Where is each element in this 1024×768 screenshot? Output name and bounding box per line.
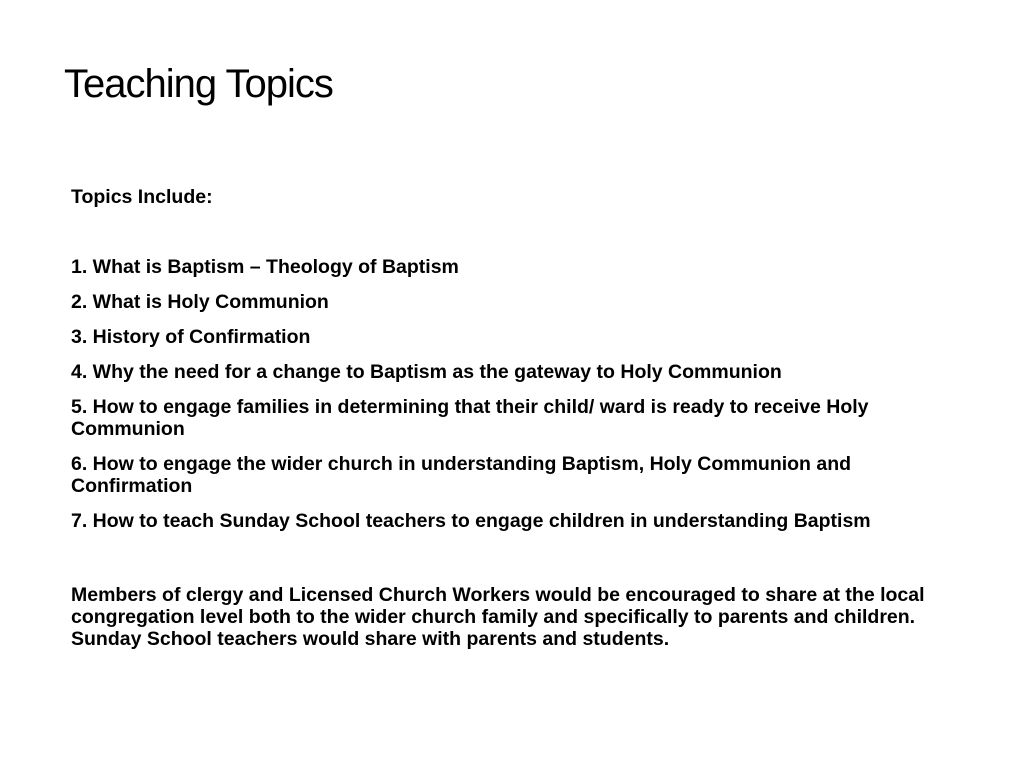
topic-item-1: 1. What is Baptism – Theology of Baptism xyxy=(71,256,459,278)
closing-paragraph: Members of clergy and Licensed Church Workers would be encouraged to share at the local congregation level both to the wider church family and specifically to parents and children. Sunday School teachers would share with parents and students. xyxy=(71,584,925,650)
topic-item-4: 4. Why the need for a change to Baptism as the gateway to Holy Communion xyxy=(71,361,782,383)
topics-intro: Topics Include: xyxy=(71,186,213,208)
topic-item-7: 7. How to teach Sunday School teachers to engage children in understanding Baptism xyxy=(71,510,871,532)
topic-item-5: 5. How to engage families in determining that their child/ ward is ready to receive Holy Communion xyxy=(71,396,869,440)
topic-list xyxy=(71,256,951,532)
topic-item-6: 6. How to engage the wider church in understanding Baptism, Holy Communion and Confirmation xyxy=(71,453,852,497)
slide-body xyxy=(71,186,951,650)
topic-item-3: 3. History of Confirmation xyxy=(71,326,311,348)
topic-item-2: 2. What is Holy Communion xyxy=(71,291,329,313)
slide-title: Teaching Topics xyxy=(64,62,333,106)
